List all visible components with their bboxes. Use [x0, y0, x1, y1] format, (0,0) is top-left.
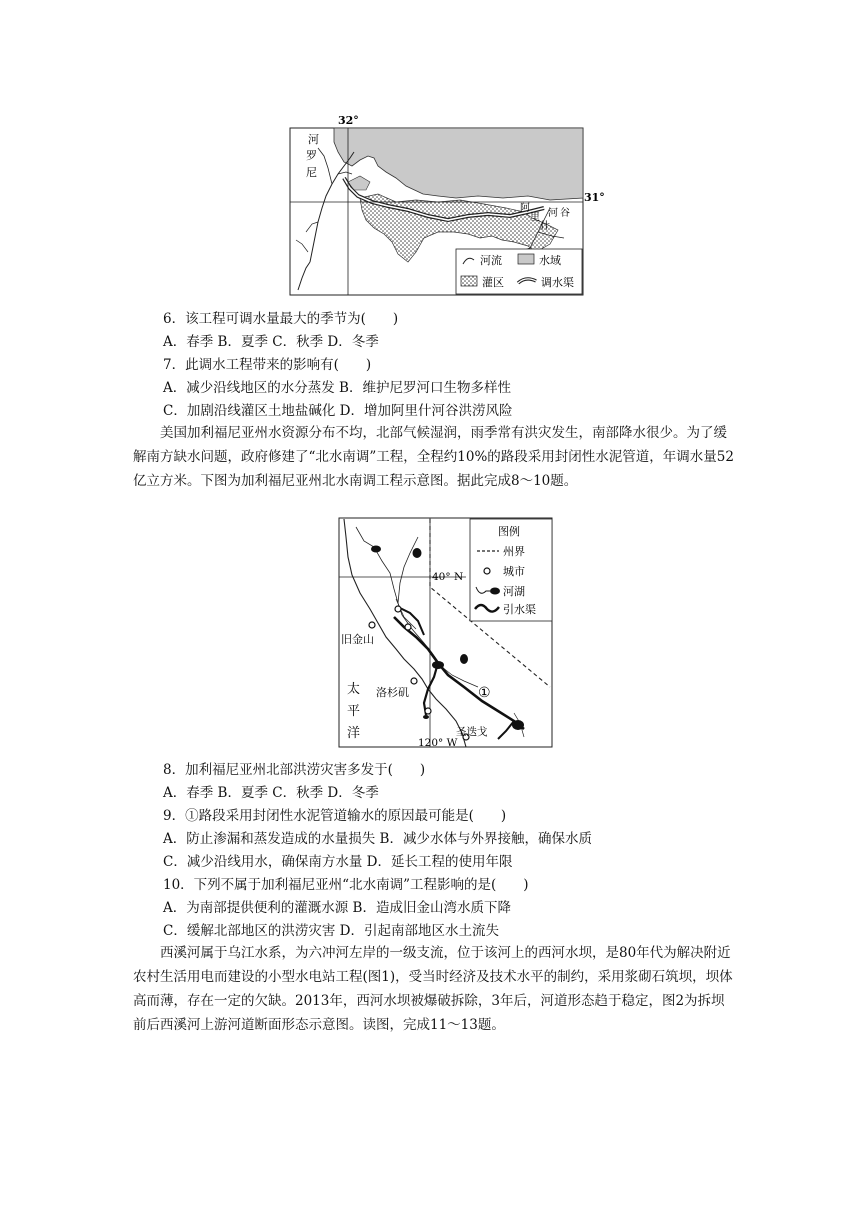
legend-canal: 调水渠 [541, 276, 574, 289]
reservoir-north-2 [413, 548, 422, 558]
label-los-angeles: 洛杉矶 [376, 686, 409, 699]
q8-options: A．春季 B．夏季 C．秋季 D．冬季 [163, 785, 379, 801]
nile-label-char-1: 尼 [306, 166, 317, 179]
reservoir-la [423, 715, 429, 719]
arish-label-char-1: 阿 [520, 203, 530, 214]
nile-label-char-3: 河 [308, 133, 319, 146]
q6-stem: 6．该工程可调水量最大的季节为( ) [163, 311, 399, 327]
q7-stem: 7．此调水工程带来的影响有( ) [163, 357, 372, 373]
passage-xixi-river: 西溪河属于乌江水系，为六冲河左岸的一级支流，位于该河上的西河水坝，是80年代为解决附近农村生活用电而建设的小型水电站工程(图1)，受当时经济及技术水平的制约，采用浆砌石筑坝，坝体高而薄，存在一定的欠缺。2013年，西河水坝被爆破拆除，3年后，河道形态趋于稳定，图2为拆坝前后西溪河上游河道断面形态示意图。读图，完成11～13题。 [133, 945, 733, 1033]
lat-label-40n: 40° N [432, 571, 464, 583]
q8-stem: 8．加利福尼亚州北部洪涝灾害多发于( ) [163, 762, 426, 778]
arish-label-char-5: 谷 [560, 208, 570, 219]
arish-label-char-2: 里 [530, 212, 540, 223]
arish-label-char-3: 什 [540, 221, 550, 232]
q9-options-cd: C．减少沿线用水，确保南方水量 D．延长工程的使用年限 [163, 854, 513, 870]
nile-diversion-map [288, 112, 605, 298]
city-legend-icon [484, 568, 490, 574]
lon-label-31: 31° [584, 191, 605, 204]
city-marker-sf [369, 622, 375, 628]
ocean-char-3: 洋 [347, 726, 361, 741]
q10-options-ab: A．为南部提供便利的灌溉水源 B．造成旧金山湾水质下降 [163, 900, 511, 916]
lon-label-120w: 120° W [418, 737, 458, 749]
label-san-francisco: 旧金山 [341, 633, 374, 646]
arish-label-char-4: 河 [548, 208, 558, 219]
legend-state-line: 州界 [503, 545, 525, 558]
legend-title: 图例 [498, 525, 520, 538]
label-san-diego: 圣迭戈 [456, 726, 488, 738]
legend-irrigation: 灌区 [482, 276, 504, 289]
reservoir-north-1 [371, 546, 381, 553]
city-marker-1 [395, 606, 401, 612]
legend-river-lake: 河湖 [503, 585, 525, 598]
nile-label-char-2: 罗 [306, 149, 317, 162]
map2-legend [470, 519, 552, 621]
ocean-char-2: 平 [347, 704, 361, 719]
passage-california: 美国加利福尼亚州水资源分布不均，北部气候湿润，雨季常有洪灾发生，南部降水很少。为了缓解南方缺水问题，政府修建了“北水南调”工程，全程约10%的路段采用封闭性水泥管道，年调水量52亿立方米。下图为加利福尼亚州北水南调工程示意图。据此完成8～10题。 [133, 425, 734, 489]
city-marker-la [411, 678, 417, 684]
lat-label-32: 32° [338, 114, 359, 127]
map1-legend [456, 249, 582, 294]
q9-stem: 9．①路段采用封闭性水泥管道输水的原因最可能是( ) [163, 808, 507, 824]
q7-options-ab: A．减少沿线地区的水分蒸发 B．维护尼罗河口生物多样性 [163, 380, 511, 396]
city-marker-3 [425, 708, 431, 714]
q7-options-cd: C．加剧沿线灌区土地盐碱化 D．增加阿里什河谷洪涝风险 [163, 403, 513, 419]
ocean-char-1: 太 [347, 682, 361, 697]
q10-options-cd: C．缓解北部地区的洪涝灾害 D．引起南部地区水土流失 [163, 923, 499, 939]
section-marker-1: ① [478, 685, 491, 701]
city-marker-2 [405, 624, 411, 630]
legend-aqueduct: 引水渠 [503, 603, 536, 616]
legend-water: 水域 [539, 254, 561, 267]
q9-options-ab: A．防止渗漏和蒸发造成的水量损失 B．减少水体与外界接触，确保水质 [163, 831, 592, 847]
water-legend-icon [518, 254, 534, 264]
california-water-map [338, 517, 554, 750]
irrigation-legend-icon [461, 276, 477, 286]
legend-river: 河流 [480, 254, 502, 267]
legend-city: 城市 [503, 565, 525, 578]
q6-options: A．春季 B．夏季 C．秋季 D．冬季 [163, 334, 379, 350]
q10-stem: 10．下列不属于加利福尼亚州“北水南调”工程影响的是( ) [163, 877, 529, 893]
reservoir-sierra [460, 654, 468, 664]
